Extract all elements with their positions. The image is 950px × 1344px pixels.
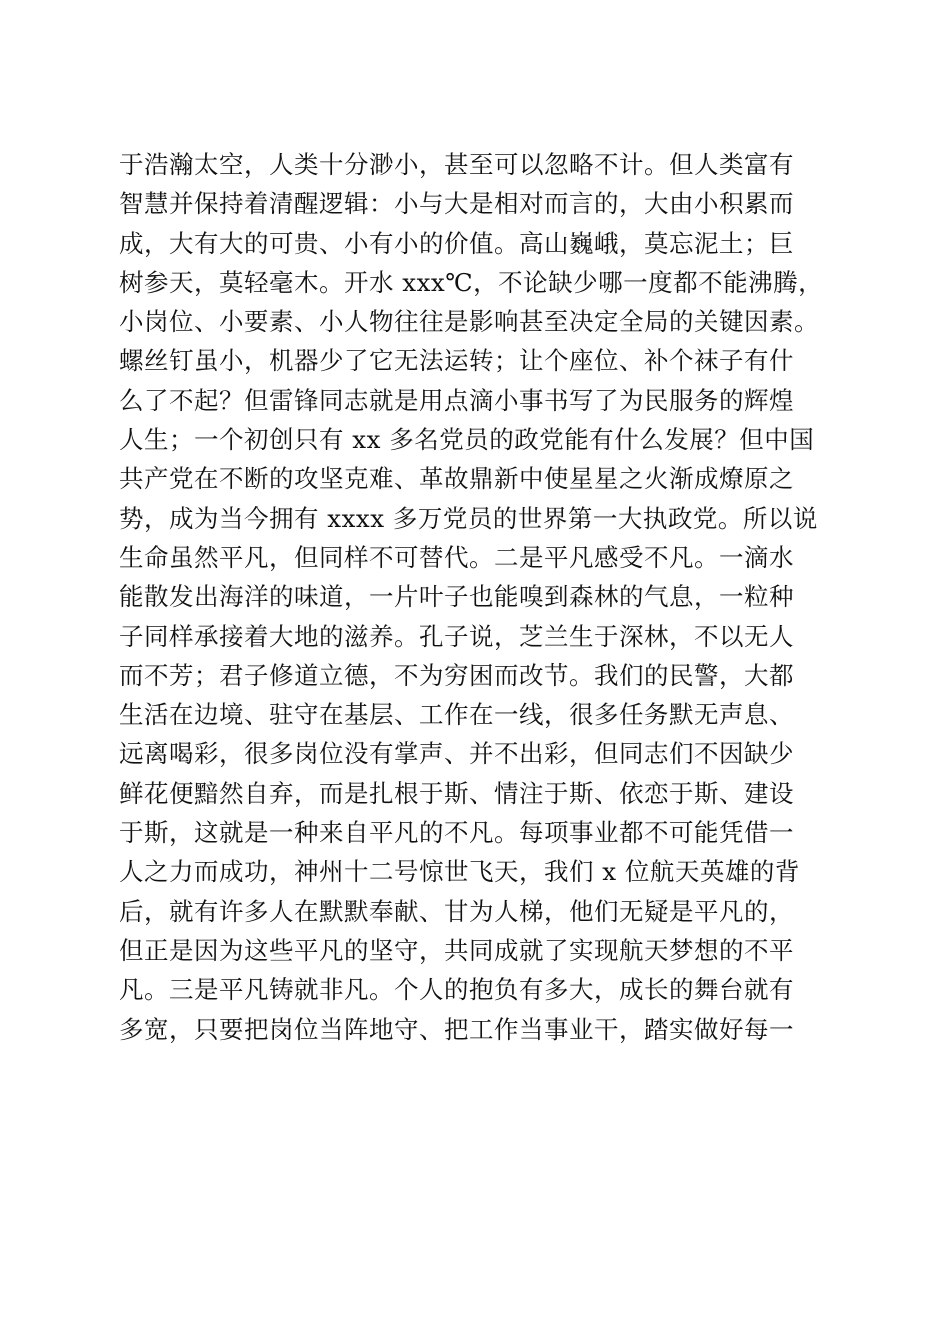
text-line: 于斯，这就是一种来自平凡的不凡。每项事业都不可能凭借一 [119,818,794,848]
text-line: 小岗位、小要素、小人物往往是影响甚至决定全局的关键因素。 [119,307,819,337]
text-line: 鲜花便黯然自弃，而是扎根于斯、情注于斯、依恋于斯、建设 [119,778,794,808]
text-line: 成，大有大的可贵、小有小的价值。高山巍峨，莫忘泥土；巨 [119,228,794,258]
text-line: 后，就有许多人在默默奉献、甘为人梯，他们无疑是平凡的， [119,896,794,926]
text-line: 凡。三是平凡铸就非凡。个人的抱负有多大，成长的舞台就有 [119,975,794,1005]
text-line: 智慧并保持着清醒逻辑：小与大是相对而言的，大由小积累而 [119,189,794,219]
text-line: 螺丝钉虽小，机器少了它无法运转；让个座位、补个袜子有什 [119,346,794,376]
text-line: 生活在边境、驻守在基层、工作在一线，很多任务默无声息、 [119,700,794,730]
text-line: 子同样承接着大地的滋养。孔子说，芝兰生于深林，不以无人 [119,621,794,651]
text-line: 远离喝彩，很多岗位没有掌声、并不出彩，但同志们不因缺少 [119,739,794,769]
text-line: 人生；一个初创只有 xx 多名党员的政党能有什么发展？但中国 [119,425,815,455]
text-line: 但正是因为这些平凡的坚守，共同成就了实现航天梦想的不平 [119,935,794,965]
text-line: 能散发出海洋的味道，一片叶子也能嗅到森林的气息，一粒种 [119,582,794,612]
body-text [119,145,859,1049]
text-line: 人之力而成功，神州十二号惊世飞天，我们 x 位航天英雄的背 [119,857,800,887]
text-line: 于浩瀚太空，人类十分渺小，甚至可以忽略不计。但人类富有 [119,150,794,179]
text-line: 势，成为当今拥有 xxxx 多万党员的世界第一大执政党。所以说 [119,503,818,533]
text-line: 多宽，只要把岗位当阵地守、把工作当事业干，踏实做好每一 [119,1014,794,1044]
text-line: 而不芳；君子修道立德，不为穷困而改节。我们的民警，大都 [119,660,794,690]
text-line: 么了不起？但雷锋同志就是用点滴小事书写了为民服务的辉煌 [119,385,794,415]
text-line: 生命虽然平凡，但同样不可替代。二是平凡感受不凡。一滴水 [119,542,794,572]
text-line: 树参天，莫轻毫木。开水 xxx℃，不论缺少哪一度都不能沸腾， [119,267,824,297]
text-line: 共产党在不断的攻坚克难、革故鼎新中使星星之火渐成燎原之 [119,464,794,494]
